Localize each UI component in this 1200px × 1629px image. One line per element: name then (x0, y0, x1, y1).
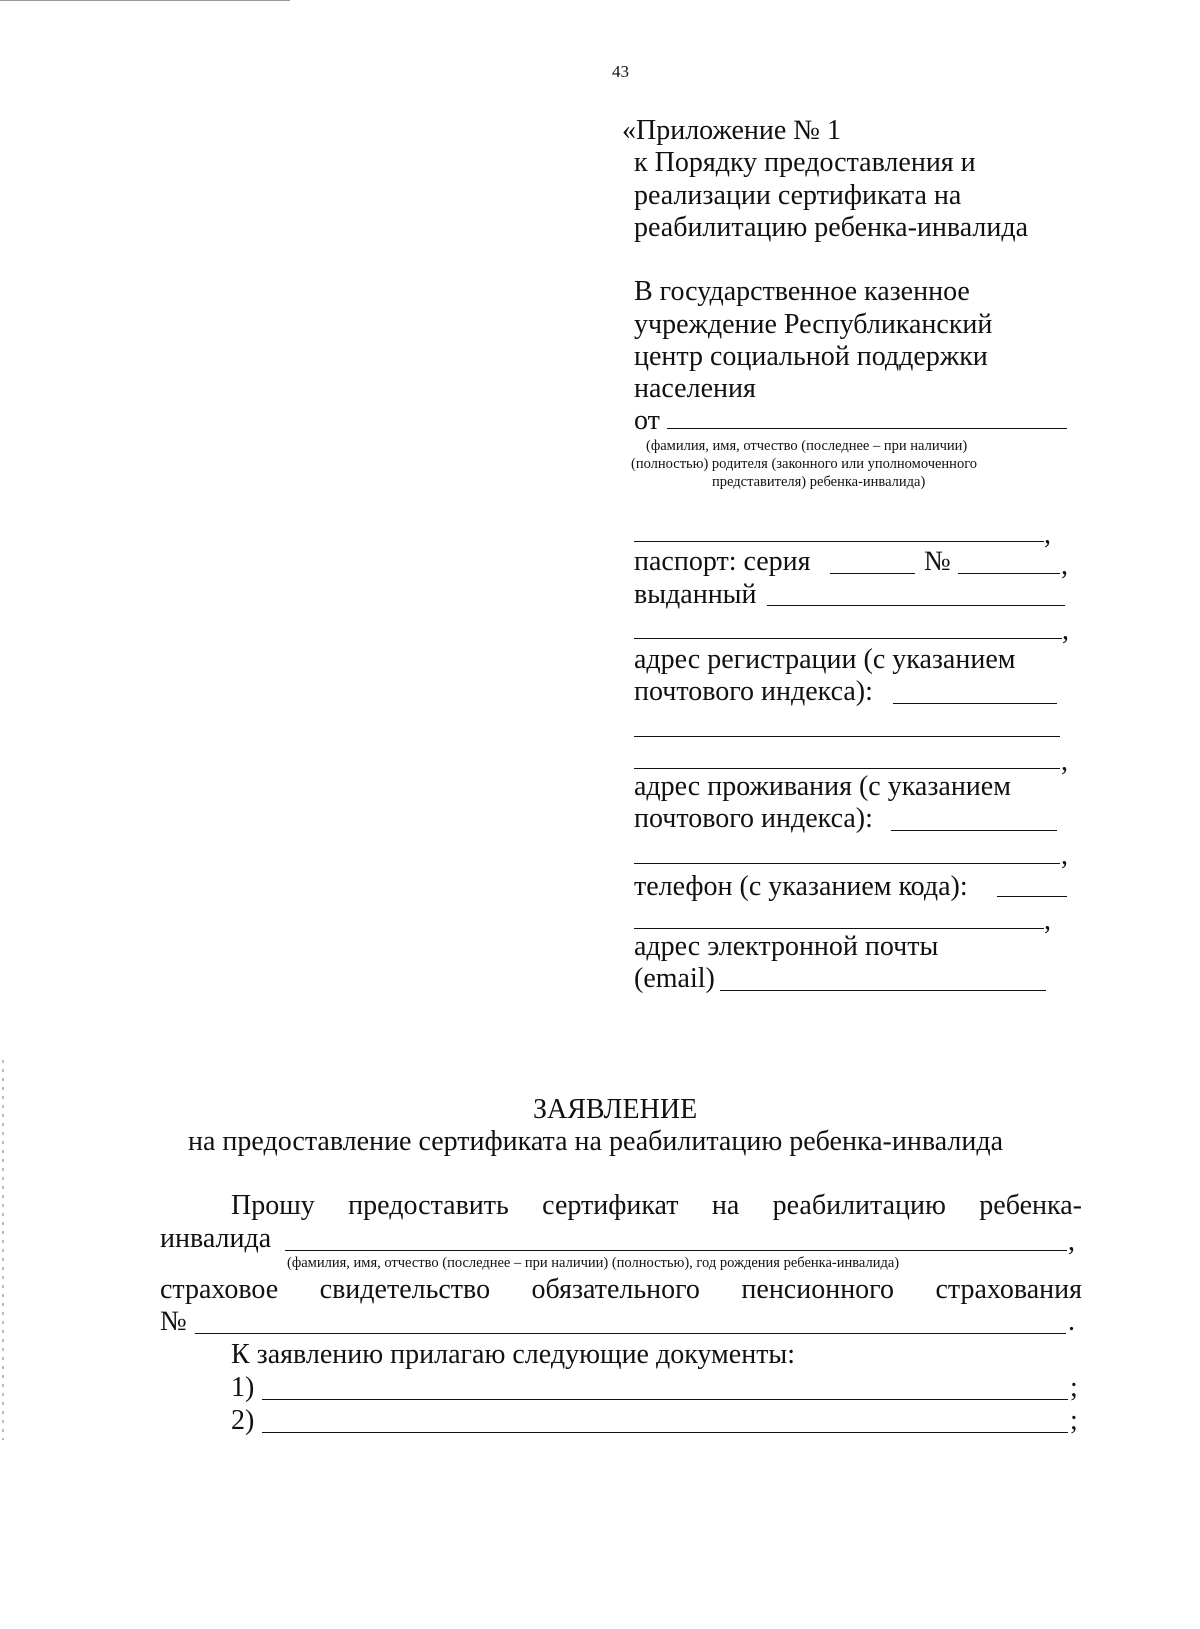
page-number: 43 (612, 62, 629, 81)
from-name-field[interactable] (667, 428, 1067, 429)
live-address-field-line2[interactable] (634, 863, 1060, 864)
issued-label: выданный (634, 579, 757, 610)
period: . (1068, 1306, 1075, 1337)
passport-number-field[interactable] (958, 573, 1060, 574)
live-address-label: почтового индекса): (634, 803, 873, 834)
name-field-line2[interactable] (634, 541, 1044, 542)
from-caption: представителя) ребенка-инвалида) (712, 474, 926, 490)
from-label: от (634, 405, 660, 436)
semicolon: ; (1070, 1372, 1078, 1403)
comma: , (1061, 550, 1068, 581)
appendix-line: реализации сертификата на (634, 180, 962, 211)
snils-word: страховое (160, 1274, 279, 1305)
addressee-line: учреждение Республиканский (634, 309, 993, 340)
reg-address-label: адрес регистрации (с указанием (634, 644, 1016, 675)
reg-address-label: почтового индекса): (634, 676, 873, 707)
attachment-item-2-field[interactable] (262, 1432, 1068, 1433)
phone-field[interactable] (997, 896, 1067, 897)
request-word: на (711, 1190, 740, 1221)
comma: , (1061, 840, 1068, 871)
child-name-field[interactable] (285, 1250, 1067, 1251)
reg-address-field[interactable] (893, 703, 1057, 704)
attachment-item-number: 2) (231, 1405, 255, 1436)
snils-number-field[interactable] (195, 1333, 1066, 1334)
issued-field-line2[interactable] (634, 638, 1062, 639)
comma: , (1062, 615, 1069, 646)
statement-subtitle: на предоставление сертификата на реабилитацию ребенка-инвалида (188, 1126, 1004, 1157)
request-word: Прошу (231, 1190, 315, 1221)
appendix-line: к Порядку предоставления и (634, 147, 976, 178)
comma: , (1068, 1226, 1075, 1257)
snils-word: свидетельство (319, 1274, 491, 1305)
issued-field[interactable] (767, 605, 1065, 606)
comma: , (1061, 746, 1068, 777)
request-line (231, 1189, 1082, 1223)
appendix-title: «Приложение № 1 (622, 115, 841, 146)
passport-number-label: № (924, 546, 951, 577)
reg-address-field-line2[interactable] (634, 736, 1060, 737)
request-word: реабилитацию (772, 1190, 946, 1221)
statement-title: ЗАЯВЛЕНИЕ (533, 1094, 698, 1125)
attachment-item-number: 1) (231, 1372, 255, 1403)
live-address-label: адрес проживания (с указанием (634, 771, 1011, 802)
addressee-line: В государственное казенное (634, 276, 970, 307)
passport-series-field[interactable] (830, 573, 915, 574)
request-word: сертификат (542, 1190, 679, 1221)
request-word: ребенка- (979, 1190, 1082, 1221)
reg-address-field-line3[interactable] (634, 768, 1060, 769)
addressee-line: населения (634, 373, 756, 404)
email-label: адрес электронной почты (634, 931, 939, 962)
email-field[interactable] (720, 990, 1046, 991)
addressee-line: центр социальной поддержки (634, 341, 988, 372)
from-caption: (фамилия, имя, отчество (последнее – при наличии) (646, 438, 968, 454)
attachments-label: К заявлению прилагаю следующие документы: (231, 1339, 796, 1370)
scan-edge-line (0, 0, 290, 1)
scan-edge-dots (2, 1060, 4, 1440)
comma: , (1044, 905, 1051, 936)
appendix-line: реабилитацию ребенка-инвалида (634, 212, 1029, 243)
request-word: предоставить (348, 1190, 509, 1221)
phone-field-line2[interactable] (634, 928, 1044, 929)
semicolon: ; (1070, 1405, 1078, 1436)
live-address-field[interactable] (891, 830, 1057, 831)
passport-series-label: паспорт: серия (634, 546, 811, 577)
snils-line (160, 1273, 1082, 1307)
phone-label: телефон (с указанием кода): (634, 871, 968, 902)
child-caption: (фамилия, имя, отчество (последнее – при наличии) (полностью), год рождения ребенка-инвалида) (287, 1255, 900, 1271)
email-label: (email) (634, 963, 715, 994)
attachment-item-1-field[interactable] (262, 1399, 1068, 1400)
child-label: инвалида (160, 1223, 272, 1254)
snils-word: обязательного (531, 1274, 700, 1305)
comma: , (1044, 519, 1051, 550)
snils-number-label: № (160, 1306, 187, 1337)
snils-word: страхования (935, 1274, 1082, 1305)
from-caption: (полностью) родителя (законного или уполномоченного (631, 456, 978, 472)
snils-word: пенсионного (741, 1274, 894, 1305)
